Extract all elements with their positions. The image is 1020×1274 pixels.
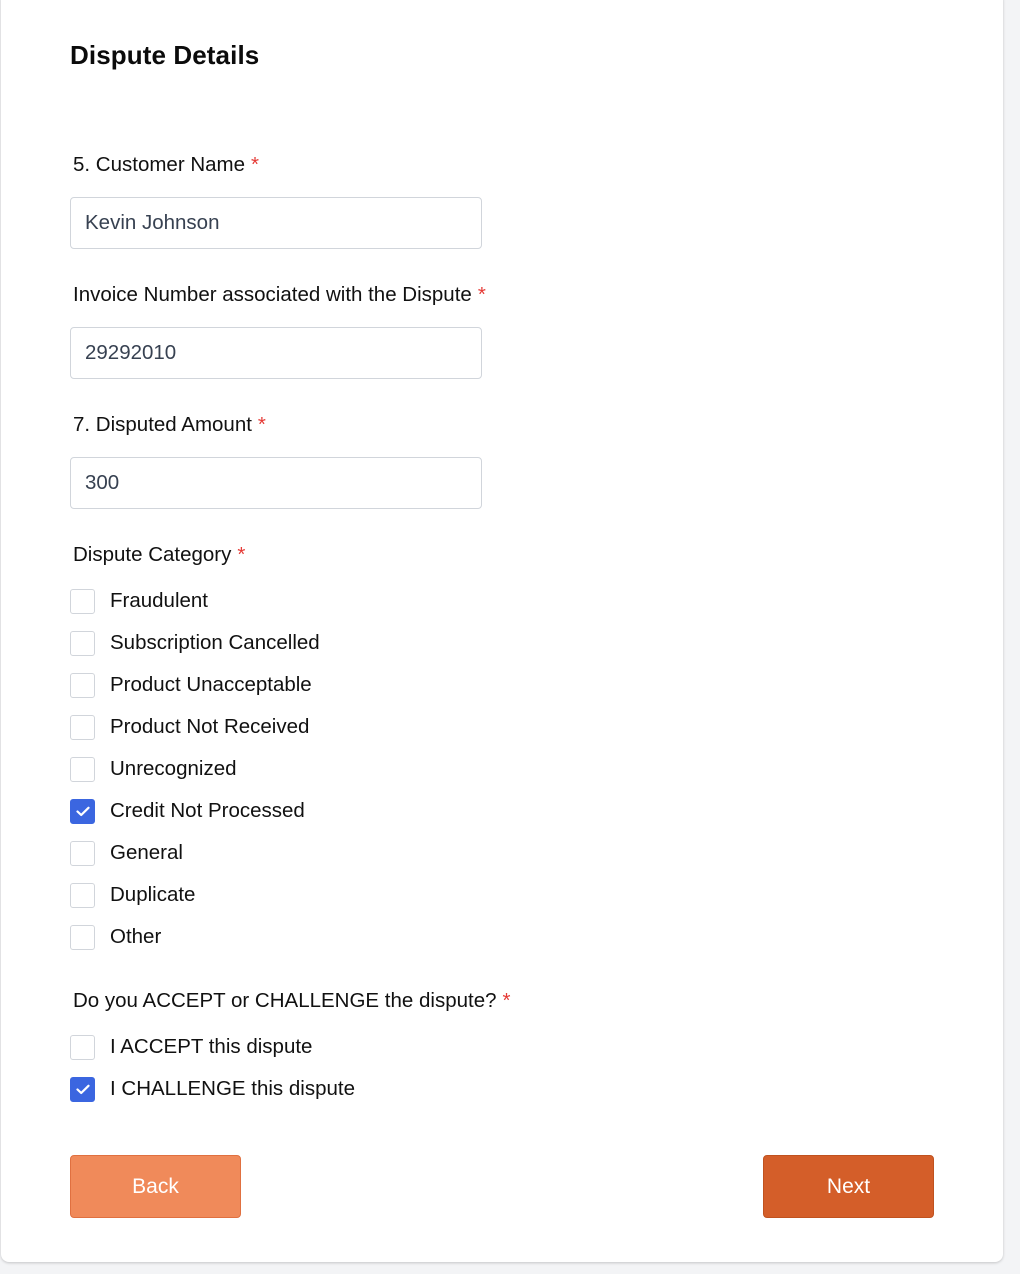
disputed-amount-label [73, 413, 266, 437]
dispute-form-card [1, 0, 1003, 1262]
checkmark-icon [76, 806, 90, 817]
dispute-category-option[interactable] [70, 755, 237, 783]
decision-label [73, 989, 510, 1013]
back-button[interactable]: Back [70, 1155, 241, 1218]
dispute-category-option[interactable] [70, 797, 305, 825]
form-title: Dispute Details [70, 40, 260, 70]
invoice-number-input[interactable] [70, 327, 482, 379]
dispute-category-option[interactable] [70, 629, 320, 657]
disputed-amount-label-text: 7. Disputed Amount [73, 413, 252, 436]
checkbox-checked[interactable] [70, 1077, 95, 1102]
checkbox[interactable] [70, 1035, 95, 1060]
dispute-category-option-label: Duplicate [110, 883, 196, 906]
checkbox[interactable] [70, 715, 95, 740]
checkbox[interactable] [70, 925, 95, 950]
required-asterisk: * [251, 153, 260, 176]
dispute-category-option-label: Credit Not Processed [110, 799, 305, 822]
checkbox[interactable] [70, 631, 95, 656]
required-asterisk: * [257, 413, 266, 436]
invoice-number-label-text: Invoice Number associated with the Dispute [73, 283, 472, 306]
decision-option[interactable] [70, 1033, 312, 1061]
customer-name-input[interactable] [70, 197, 482, 249]
invoice-number-label [73, 283, 486, 307]
checkbox[interactable] [70, 883, 95, 908]
required-asterisk: * [237, 543, 246, 566]
dispute-category-option-label: Product Unacceptable [110, 673, 312, 696]
dispute-category-option[interactable] [70, 587, 208, 615]
decision-option[interactable] [70, 1075, 355, 1103]
checkbox[interactable] [70, 589, 95, 614]
checkbox[interactable] [70, 673, 95, 698]
dispute-category-option[interactable] [70, 881, 195, 909]
dispute-category-option-label: Product Not Received [110, 715, 310, 738]
checkbox-checked[interactable] [70, 799, 95, 824]
dispute-category-option[interactable] [70, 671, 312, 699]
customer-name-label-text: 5. Customer Name [73, 153, 246, 176]
dispute-category-option-label: Subscription Cancelled [110, 631, 320, 654]
dispute-category-option[interactable] [70, 713, 309, 741]
dispute-category-option[interactable] [70, 839, 183, 867]
dispute-category-label-text: Dispute Category [73, 543, 232, 566]
dispute-category-option[interactable] [70, 923, 161, 951]
dispute-category-option-label: Unrecognized [110, 757, 237, 780]
dispute-category-label [73, 543, 245, 567]
decision-label-text: Do you ACCEPT or CHALLENGE the dispute? [73, 989, 497, 1012]
checkbox[interactable] [70, 757, 95, 782]
dispute-category-option-label: General [110, 841, 183, 864]
dispute-category-option-label: Other [110, 925, 162, 948]
checkbox[interactable] [70, 841, 95, 866]
disputed-amount-input[interactable] [70, 457, 482, 509]
dispute-category-option-label: Fraudulent [110, 589, 209, 612]
required-asterisk: * [477, 283, 486, 306]
required-asterisk: * [502, 989, 511, 1012]
next-button[interactable]: Next [763, 1155, 934, 1218]
decision-option-label: I CHALLENGE this dispute [110, 1077, 355, 1100]
checkmark-icon [76, 1084, 90, 1095]
customer-name-label [73, 153, 259, 177]
decision-option-label: I ACCEPT this dispute [110, 1035, 313, 1058]
